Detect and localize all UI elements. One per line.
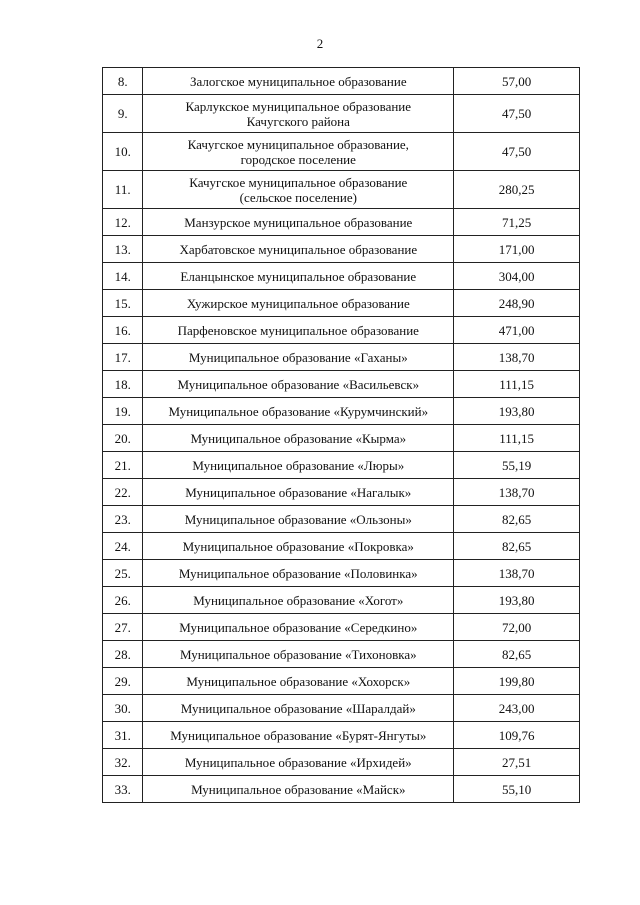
amount-value: 82,65: [454, 533, 580, 560]
table-row: [103, 171, 580, 209]
row-number: 24.: [103, 533, 143, 560]
row-number: 18.: [103, 371, 143, 398]
amount-value: 82,65: [454, 506, 580, 533]
row-number: 19.: [103, 398, 143, 425]
municipalities-table: [102, 67, 580, 803]
row-number: 23.: [103, 506, 143, 533]
municipality-name: Муниципальное образование «Люры»: [143, 452, 454, 479]
table-row: [103, 668, 580, 695]
municipality-name: Качугское муниципальное образование (сельское поселение): [143, 171, 454, 209]
row-number: 21.: [103, 452, 143, 479]
table-row: [103, 209, 580, 236]
amount-value: 199,80: [454, 668, 580, 695]
table-row: [103, 317, 580, 344]
row-number: 16.: [103, 317, 143, 344]
amount-value: 171,00: [454, 236, 580, 263]
amount-value: 243,00: [454, 695, 580, 722]
municipality-name: Манзурское муниципальное образование: [143, 209, 454, 236]
municipality-name: Муниципальное образование «Покровка»: [143, 533, 454, 560]
municipality-name: Муниципальное образование «Половинка»: [143, 560, 454, 587]
municipality-name: Карлукское муниципальное образование Качугского района: [143, 95, 454, 133]
municipality-name: Муниципальное образование «Бурят-Янгуты»: [143, 722, 454, 749]
municipality-name: Еланцынское муниципальное образование: [143, 263, 454, 290]
table-row: [103, 263, 580, 290]
municipality-name: Муниципальное образование «Шаралдай»: [143, 695, 454, 722]
row-number: 8.: [103, 68, 143, 95]
amount-value: 47,50: [454, 95, 580, 133]
row-number: 10.: [103, 133, 143, 171]
row-number: 20.: [103, 425, 143, 452]
row-number: 13.: [103, 236, 143, 263]
municipality-name: Муниципальное образование «Гаханы»: [143, 344, 454, 371]
table-row: [103, 344, 580, 371]
municipality-name: Муниципальное образование «Середкино»: [143, 614, 454, 641]
row-number: 22.: [103, 479, 143, 506]
table-row: [103, 506, 580, 533]
row-number: 25.: [103, 560, 143, 587]
amount-value: 109,76: [454, 722, 580, 749]
table-row: [103, 371, 580, 398]
municipality-name: Залогское муниципальное образование: [143, 68, 454, 95]
row-number: 12.: [103, 209, 143, 236]
amount-value: 280,25: [454, 171, 580, 209]
table-row: [103, 95, 580, 133]
amount-value: 138,70: [454, 479, 580, 506]
table-row: [103, 133, 580, 171]
table-row: [103, 290, 580, 317]
municipality-name: Муниципальное образование «Тихоновка»: [143, 641, 454, 668]
table-row: [103, 722, 580, 749]
row-number: 30.: [103, 695, 143, 722]
page-number: 2: [316, 36, 324, 51]
table-row: [103, 776, 580, 803]
municipality-name: Муниципальное образование «Ирхидей»: [143, 749, 454, 776]
table-row: [103, 641, 580, 668]
municipality-name: Муниципальное образование «Курумчинский»: [143, 398, 454, 425]
table-row: [103, 68, 580, 95]
amount-value: 111,15: [454, 425, 580, 452]
municipality-name: Муниципальное образование «Майск»: [143, 776, 454, 803]
amount-value: 72,00: [454, 614, 580, 641]
table-row: [103, 452, 580, 479]
amount-value: 55,10: [454, 776, 580, 803]
municipality-name: Муниципальное образование «Хохорск»: [143, 668, 454, 695]
table-body: [103, 68, 580, 803]
amount-value: 248,90: [454, 290, 580, 317]
municipality-name: Муниципальное образование «Васильевск»: [143, 371, 454, 398]
row-number: 32.: [103, 749, 143, 776]
municipality-name: Хужирское муниципальное образование: [143, 290, 454, 317]
row-number: 33.: [103, 776, 143, 803]
table-row: [103, 398, 580, 425]
table-row: [103, 695, 580, 722]
table-row: [103, 560, 580, 587]
row-number: 27.: [103, 614, 143, 641]
table-row: [103, 587, 580, 614]
municipality-name: Муниципальное образование «Ользоны»: [143, 506, 454, 533]
amount-value: 193,80: [454, 587, 580, 614]
amount-value: 27,51: [454, 749, 580, 776]
municipality-name: Муниципальное образование «Кырма»: [143, 425, 454, 452]
table-row: [103, 749, 580, 776]
amount-value: 55,19: [454, 452, 580, 479]
amount-value: 71,25: [454, 209, 580, 236]
row-number: 28.: [103, 641, 143, 668]
municipality-name: Качугское муниципальное образование, городское поселение: [143, 133, 454, 171]
municipality-name: Харбатовское муниципальное образование: [143, 236, 454, 263]
amount-value: 111,15: [454, 371, 580, 398]
row-number: 11.: [103, 171, 143, 209]
municipality-name: Муниципальное образование «Нагалык»: [143, 479, 454, 506]
amount-value: 138,70: [454, 560, 580, 587]
row-number: 29.: [103, 668, 143, 695]
amount-value: 471,00: [454, 317, 580, 344]
amount-value: 138,70: [454, 344, 580, 371]
municipality-name: Муниципальное образование «Хогот»: [143, 587, 454, 614]
row-number: 31.: [103, 722, 143, 749]
amount-value: 82,65: [454, 641, 580, 668]
municipality-name: Парфеновское муниципальное образование: [143, 317, 454, 344]
row-number: 15.: [103, 290, 143, 317]
amount-value: 57,00: [454, 68, 580, 95]
amount-value: 304,00: [454, 263, 580, 290]
row-number: 9.: [103, 95, 143, 133]
row-number: 26.: [103, 587, 143, 614]
table-row: [103, 614, 580, 641]
table-row: [103, 533, 580, 560]
amount-value: 193,80: [454, 398, 580, 425]
table-row: [103, 425, 580, 452]
row-number: 14.: [103, 263, 143, 290]
table-row: [103, 236, 580, 263]
amount-value: 47,50: [454, 133, 580, 171]
table-row: [103, 479, 580, 506]
row-number: 17.: [103, 344, 143, 371]
